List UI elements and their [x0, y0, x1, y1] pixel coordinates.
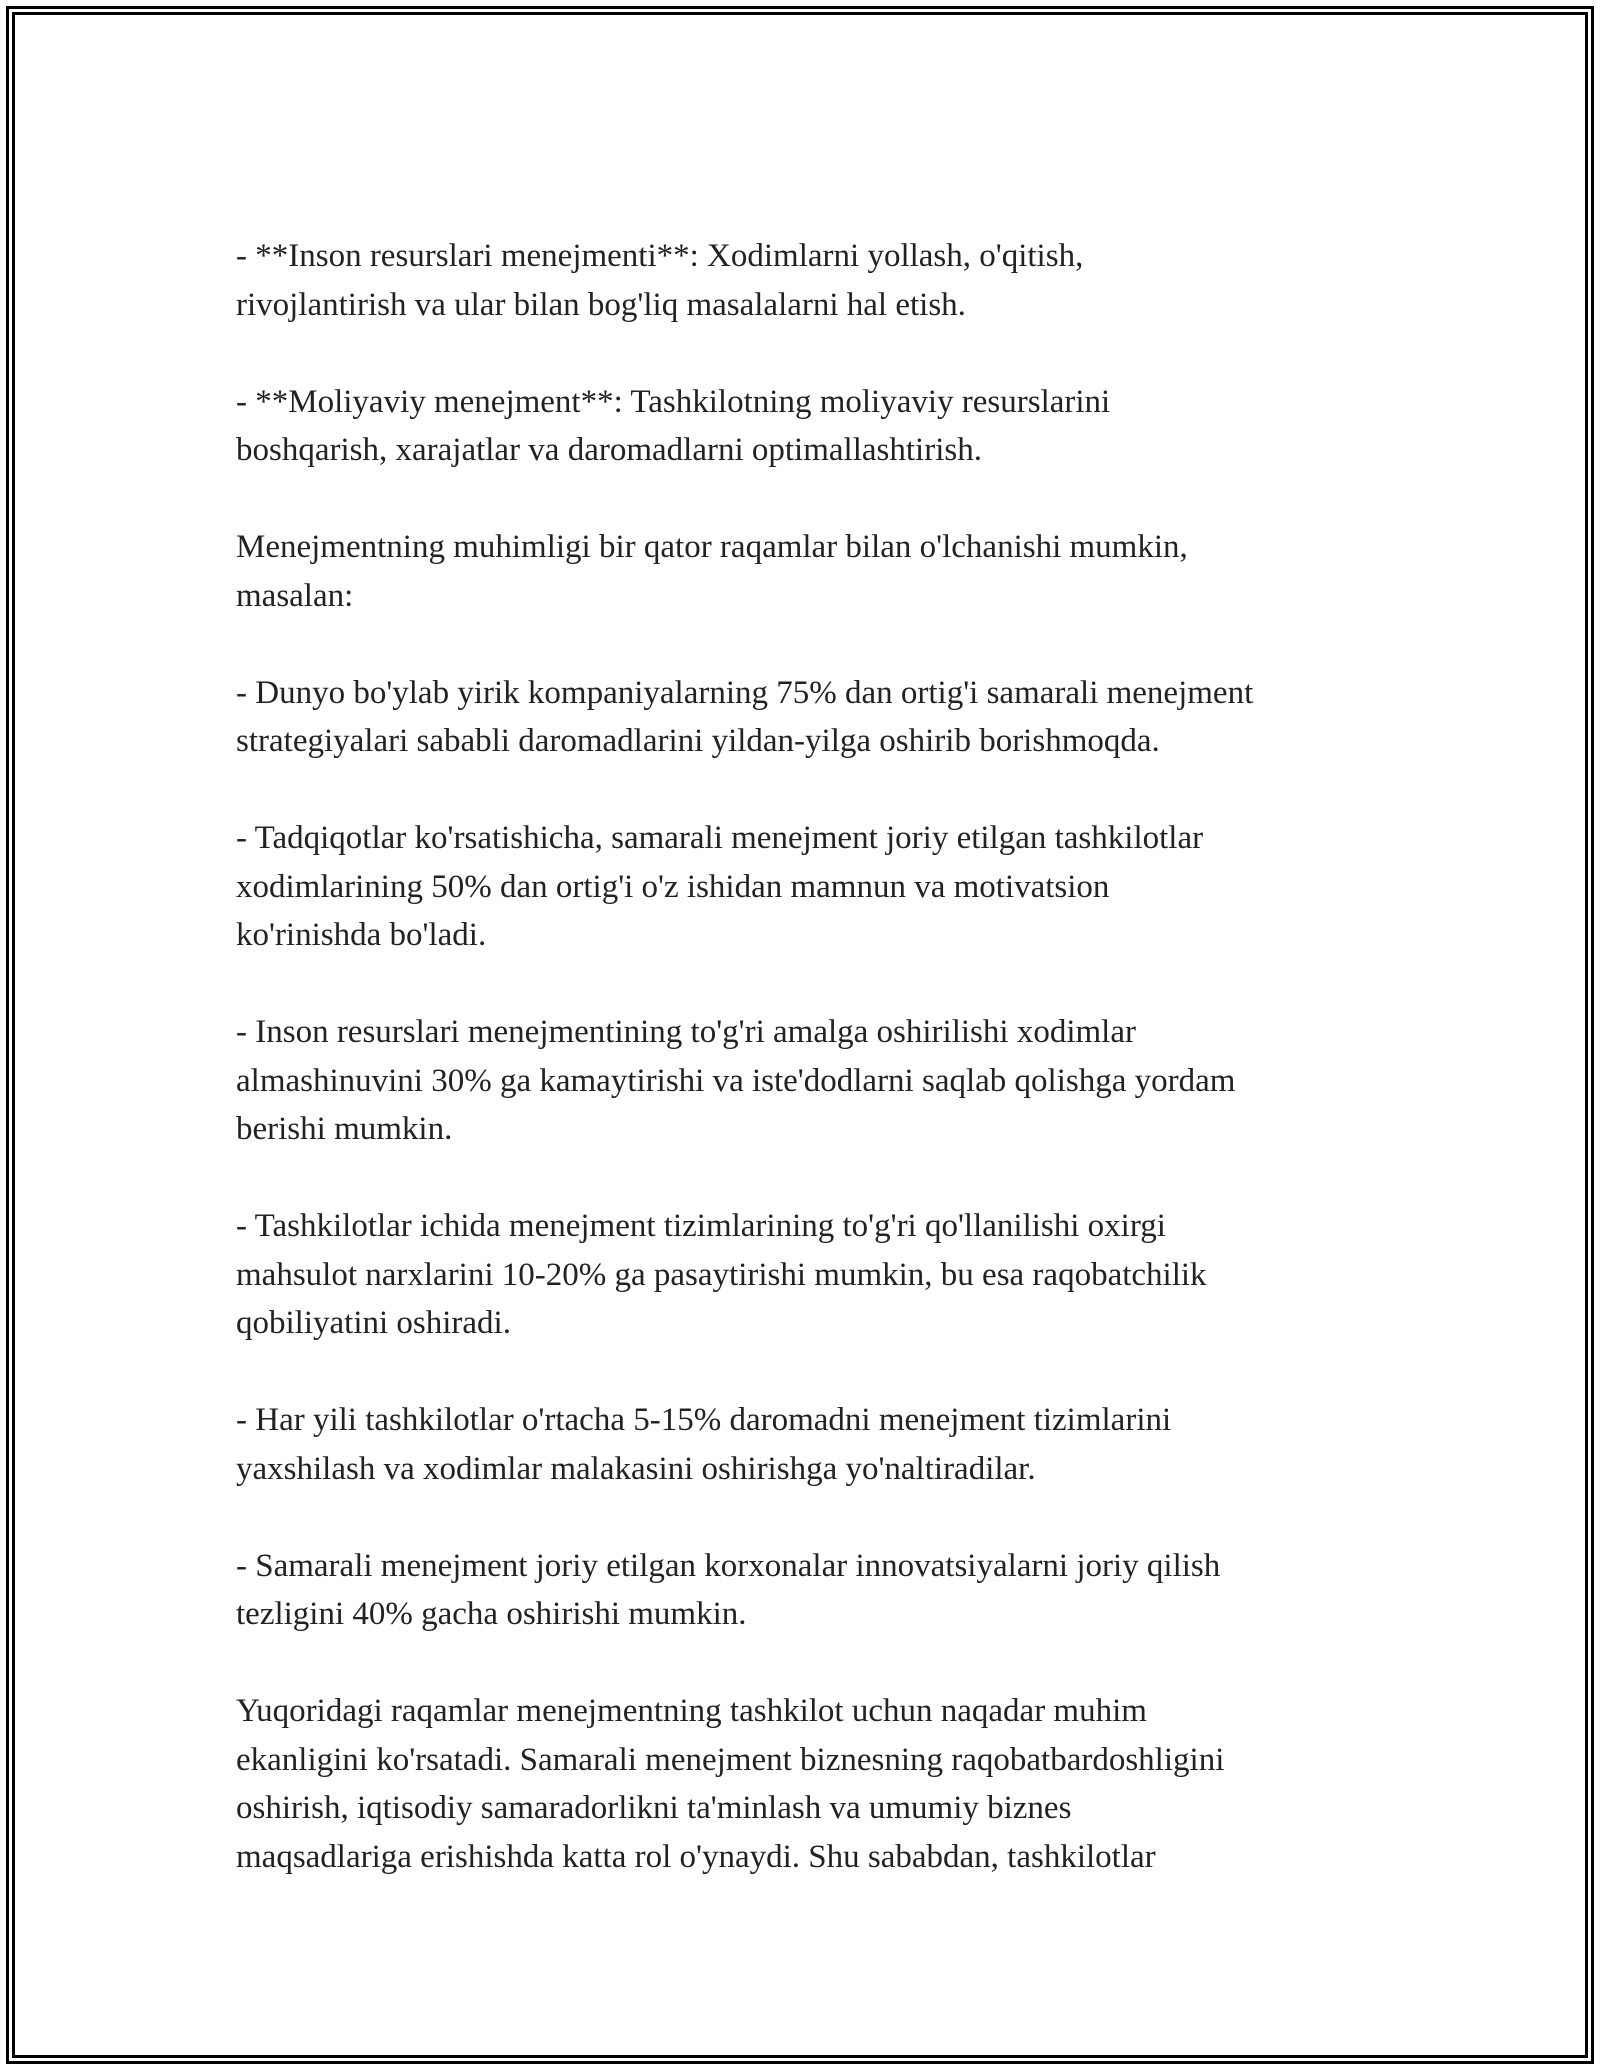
list-item-price-reduction: - Tashkilotlar ichida menejment tizimlarining to'g'ri qo'llanilishi oxirgi mahsulot narxlarini 10-20% ga pasaytirishi mumkin, bu esa raqobatchilik qobiliyatini oshiradi. [236, 1208, 1207, 1341]
list-item-turnover-reduction: - Inson resurslari menejmentining to'g'ri amalga oshirilishi xodimlar almashinuvini 30% ga kamaytirishi va iste'dodlarni saqlab qolishga yordam berishi mumkin. [236, 1014, 1236, 1147]
paragraph-financial-management: - **Moliyaviy menejment**: Tashkilotning moliyaviy resurslarini boshqarish, xarajatlar va daromadlarni optimallashtirish. [236, 383, 1111, 468]
list-item-revenue-growth: - Dunyo bo'ylab yirik kompaniyalarning 75% dan ortig'i samarali menejment strategiyalari sababli daromadlarini yildan-yilga oshirib borishmoqda. [236, 674, 1254, 759]
document-body [236, 232, 1386, 1881]
list-item-innovation-speed: - Samarali menejment joriy etilgan korxonalar innovatsiyalarni joriy qilish tezligini 40% gacha oshirishi mumkin. [236, 1547, 1221, 1632]
paragraph-importance-intro: Menejmentning muhimligi bir qator raqamlar bilan o'lchanishi mumkin, masalan: [236, 529, 1188, 614]
paragraph-hr-management: - **Inson resurslari menejmenti**: Xodimlarni yollash, o'qitish, rivojlantirish va ular bilan bog'liq masalalarni hal etish. [236, 238, 1084, 323]
list-item-revenue-investment: - Har yili tashkilotlar o'rtacha 5-15% daromadni menejment tizimlarini yaxshilash va xodimlar malakasini oshirishga yo'naltiradilar. [236, 1402, 1172, 1487]
paragraph-conclusion: Yuqoridagi raqamlar menejmentning tashkilot uchun naqadar muhim ekanligini ko'rsatadi. Samarali menejment biznesning raqobatbardoshligini oshirish, iqtisodiy samaradorlikni ta'minlash va umumiy biznes maqsadlariga erishishda katta rol o'ynaydi. Shu sababdan, tashkilotlar [236, 1693, 1225, 1875]
list-item-employee-satisfaction: - Tadqiqotlar ko'rsatishicha, samarali menejment joriy etilgan tashkilotlar xodimlarining 50% dan ortig'i o'z ishidan mamnun va motivatsion ko'rinishda bo'ladi. [236, 820, 1204, 953]
